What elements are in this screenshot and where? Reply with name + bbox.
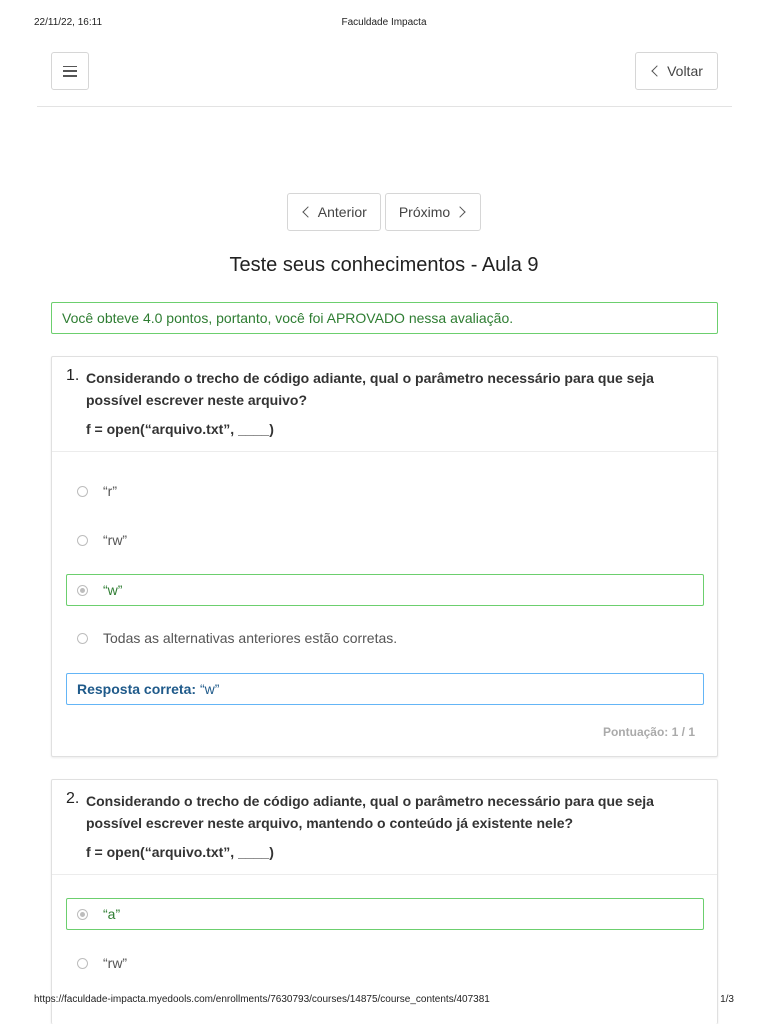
option-label: “rw” [103,955,128,971]
radio-icon [77,958,88,969]
lesson-pager [0,193,768,231]
chevron-right-icon [455,206,466,217]
chevron-left-icon [302,206,313,217]
question-number: 1. [66,367,80,384]
print-title: Faculdade Impacta [341,17,427,28]
question-code: f = open(“arquivo.txt”, ____) [86,421,274,437]
option-rw[interactable] [66,947,704,979]
radio-icon [77,633,88,644]
option-w-selected[interactable] [66,574,704,606]
menu-button[interactable] [51,52,89,90]
radio-selected-icon [77,585,88,596]
option-r[interactable] [66,475,704,507]
print-url: https://faculdade-impacta.myedools.com/enrollments/7630793/courses/14875/course_contents/407381 [34,994,490,1005]
question-score: Pontuação: 1 / 1 [602,725,695,739]
top-bar [51,52,718,90]
previous-button-label: Anterior [317,204,367,220]
question-text: Considerando o trecho de código adiante, qual o parâmetro necessário para que seja possível escrever neste arquivo? [86,370,654,408]
next-button[interactable] [385,193,481,231]
option-all[interactable] [66,622,704,654]
option-label: “r” [103,483,117,499]
print-footer [0,994,768,1008]
correct-answer-box [66,673,704,705]
option-label: “rw” [103,532,128,548]
print-page-number: 1/3 [720,994,734,1005]
option-rw[interactable] [66,524,704,556]
top-divider [37,106,732,107]
radio-selected-icon [77,909,88,920]
page-title: Teste seus conhecimentos - Aula 9 [229,254,539,276]
question-card-2 [51,779,718,1024]
chevron-left-icon [651,65,662,76]
question-header [52,780,717,875]
back-button-label: Voltar [667,63,703,79]
question-card-1 [51,356,718,757]
result-message: Você obteve 4.0 pontos, portanto, você foi APROVADO nessa avaliação. [51,302,718,334]
radio-icon [77,535,88,546]
question-text: Considerando o trecho de código adiante, qual o parâmetro necessário para que seja possível escrever neste arquivo, mantendo o conteúdo já existente nele? [86,793,654,831]
question-header [52,357,717,452]
correct-answer-label: Resposta correta: [77,681,197,697]
hamburger-menu-icon [63,66,77,77]
option-label: Todas as alternativas anteriores estão corretas. [103,630,398,646]
option-label: “a” [103,906,121,922]
option-a-selected[interactable] [66,898,704,930]
next-button-label: Próximo [398,204,451,220]
previous-button[interactable] [287,193,381,231]
print-datetime: 22/11/22, 16:11 [34,17,103,28]
option-label: “w” [103,582,123,598]
radio-icon [77,486,88,497]
correct-answer-value: “w” [199,681,220,697]
question-code: f = open(“arquivo.txt”, ____) [86,844,274,860]
print-header [0,17,768,31]
back-button[interactable] [635,52,718,90]
question-number: 2. [66,790,80,807]
